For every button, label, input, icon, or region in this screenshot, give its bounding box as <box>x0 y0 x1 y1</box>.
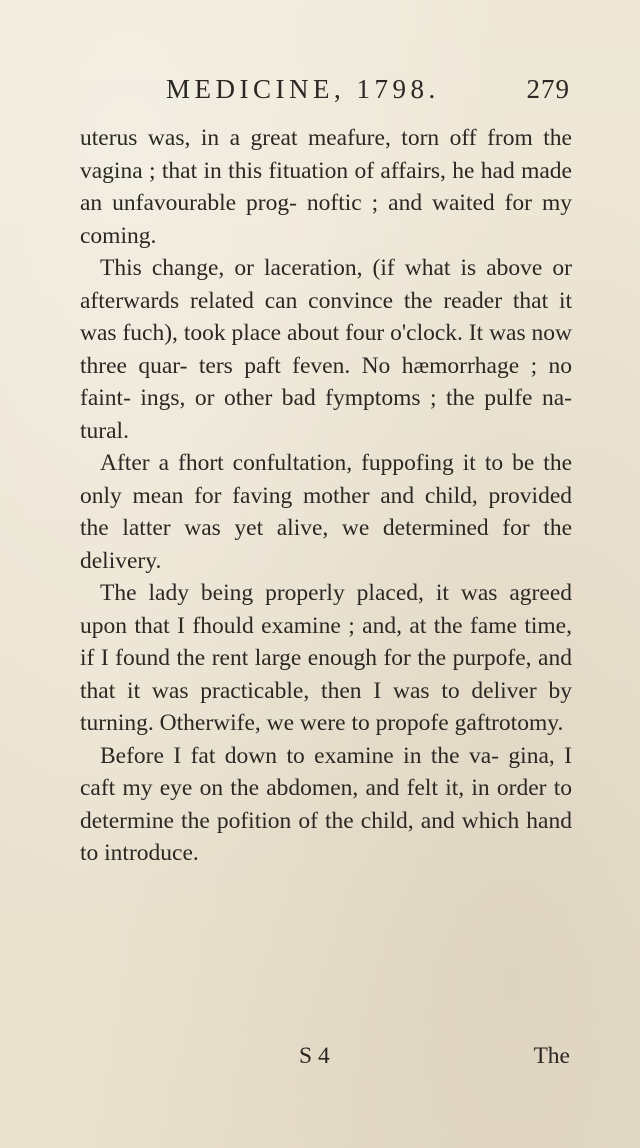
paragraph-5: Before I fat down to examine in the va- gina, I caft my eye on the abdomen, and felt it, in order to determine the pofition of the child, and which hand to introduce. <box>80 742 572 866</box>
paragraph-4: The lady being properly placed, it was agreed upon that I fhould examine ; and, at the fame time, if I found the rent large enough for the purpofe, and that it was practicable, then I was to deliver by turning. Otherwife, we were to propofe gaftrotomy. <box>80 580 572 736</box>
page-number: 279 <box>526 74 570 104</box>
paragraph-1: uterus was, in a great meafure, torn off from the vagina ; that in this fituation of affairs, he had made an unfavourable prog- noftic ; and waited for my coming. <box>80 125 572 249</box>
paragraph-2: This change, or laceration, (if what is above or afterwards related can convince the reader that it was fuch), took place about four o'clock. It was now three quar- ters paft feven. No hæmorrhage ; no faint- ings, or other bad fymptoms ; the pulfe na- tural. <box>80 255 572 444</box>
page-footer <box>80 1043 570 1083</box>
signature-mark: S 4 <box>299 1043 330 1069</box>
running-head: MEDICINE, 1798. <box>166 74 440 104</box>
catchword: The <box>533 1043 570 1069</box>
paragraph-3: After a fhort confultation, fuppofing it to be the only mean for faving mother and child, provided the latter was yet alive, we determined for the delivery. <box>80 450 572 574</box>
page-body <box>80 122 572 870</box>
page-header <box>80 74 570 114</box>
